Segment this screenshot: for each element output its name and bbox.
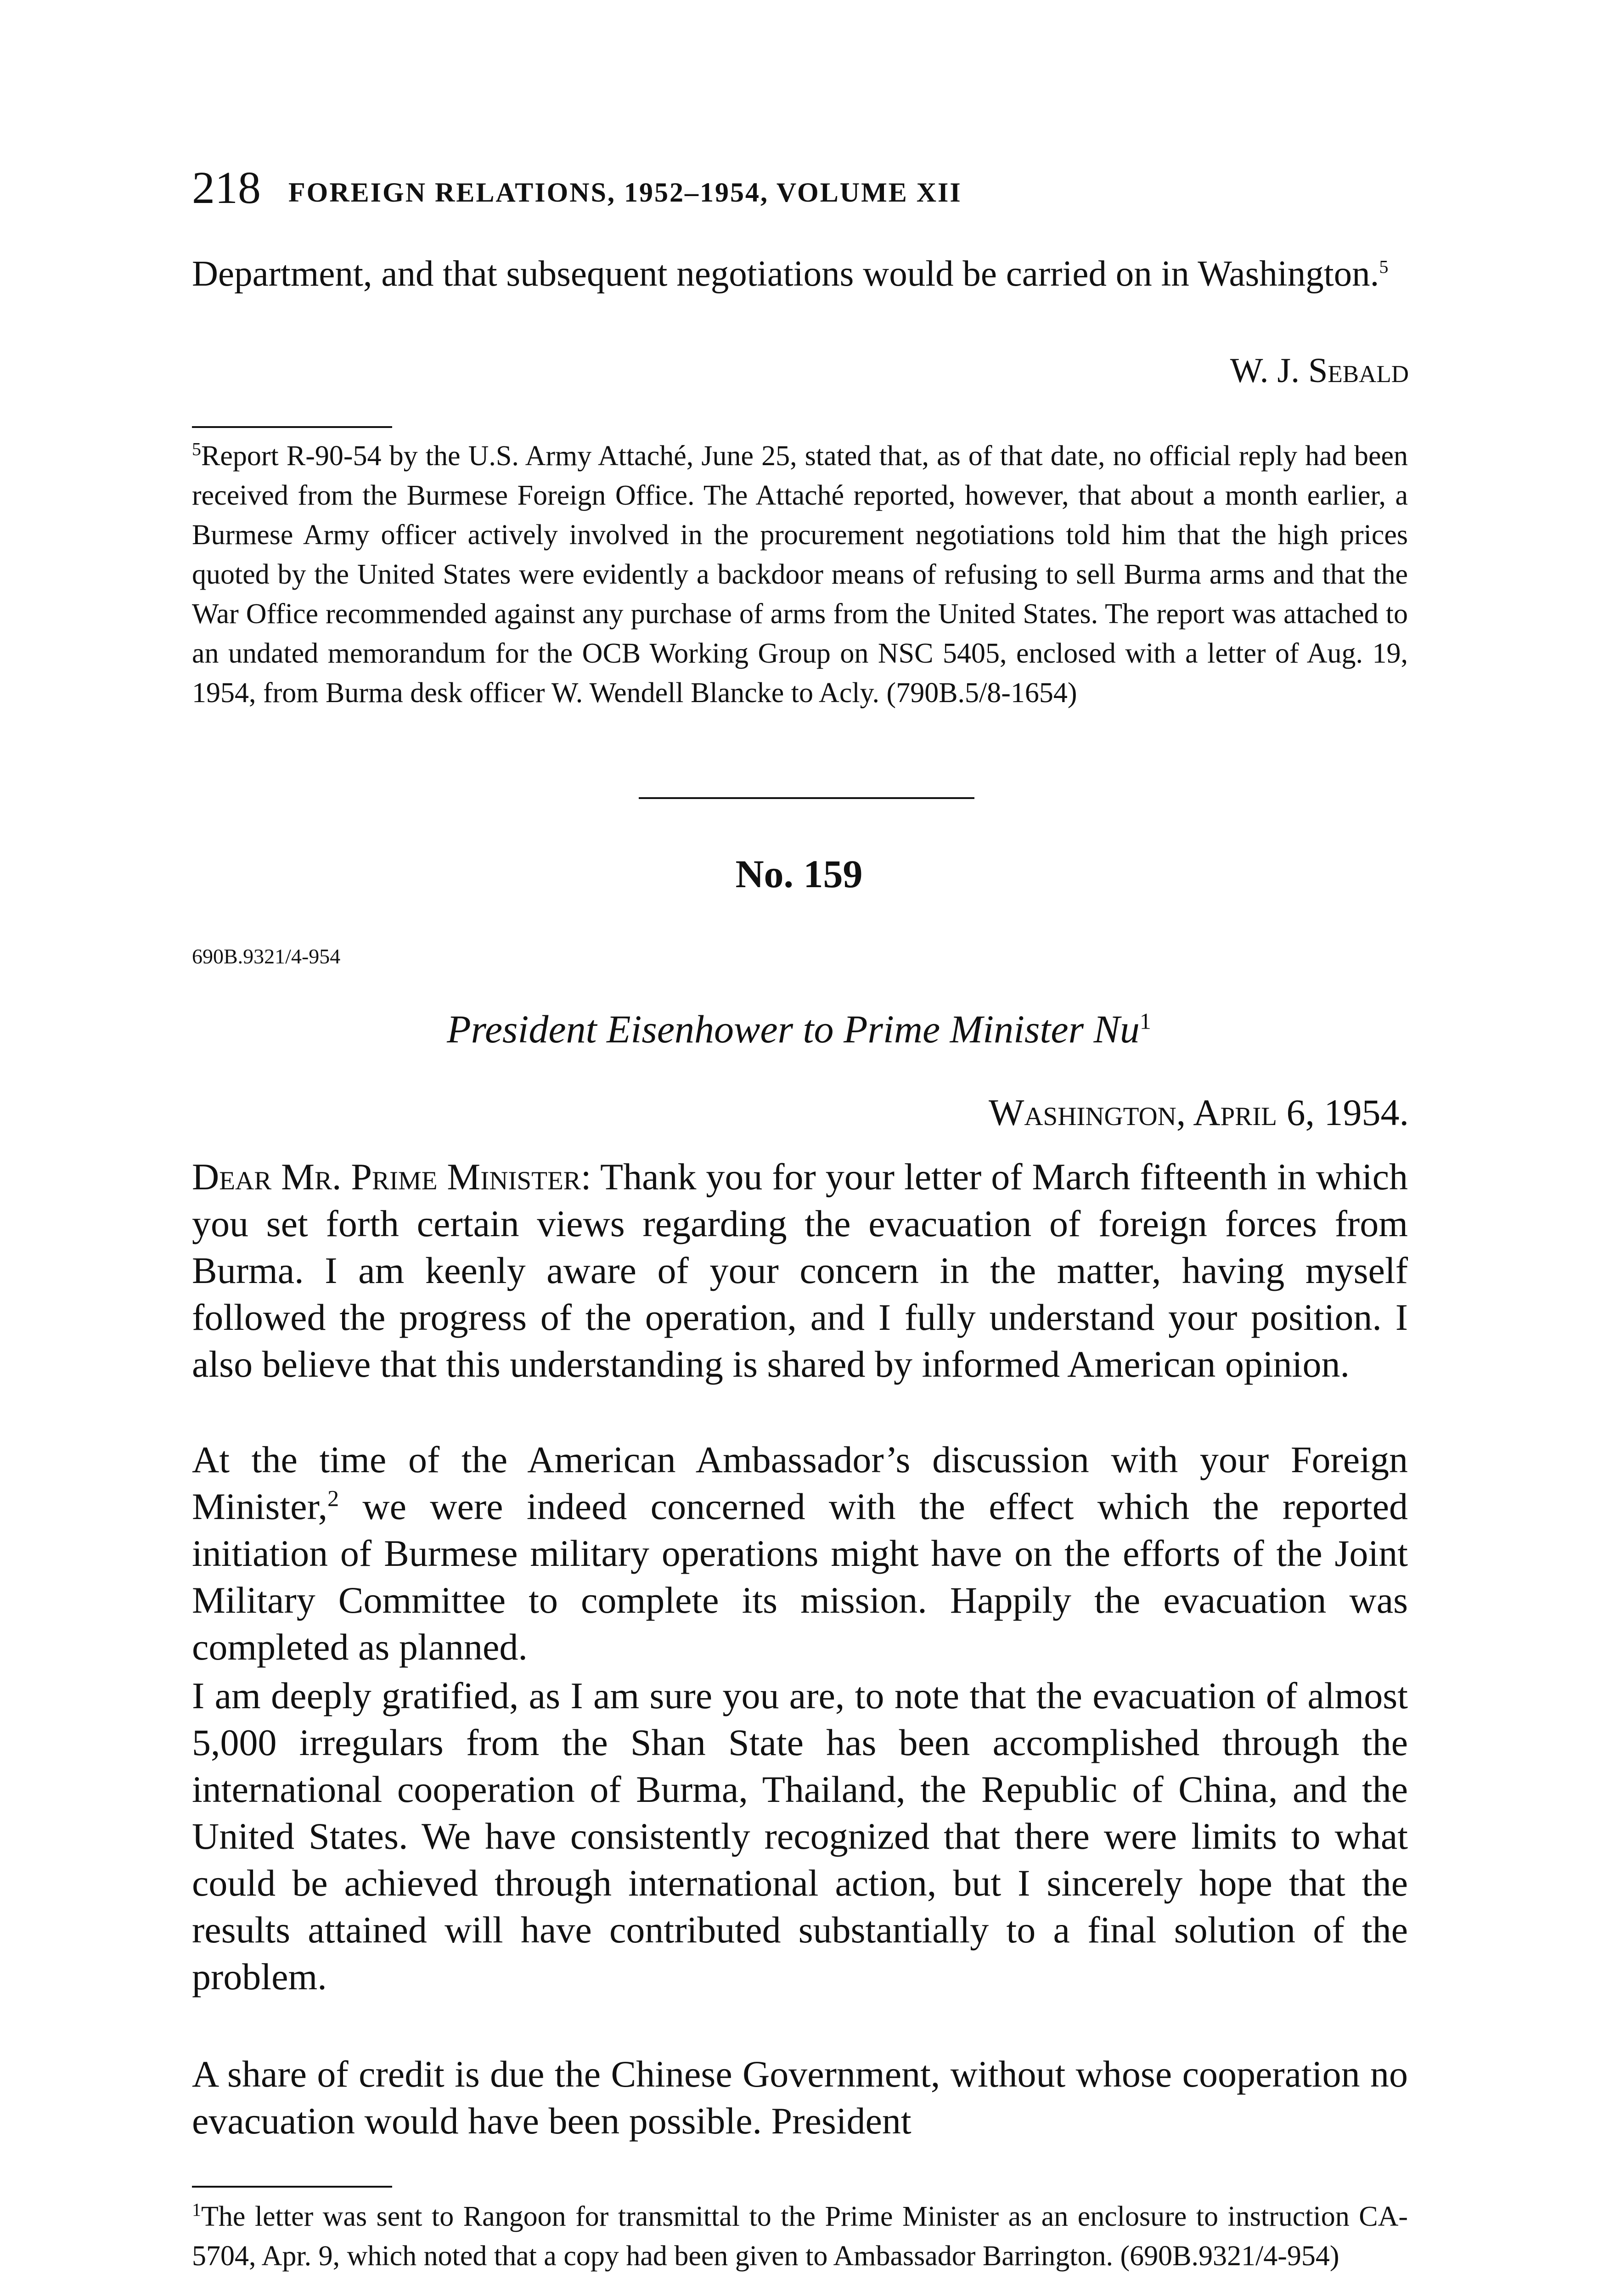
page-number: 218 bbox=[192, 162, 261, 213]
footnote-5-marker: 5 bbox=[192, 439, 201, 460]
footnote-1-text: The letter was sent to Rangoon for transmittal to the Prime Minister as an enclosure to instruction CA-5704, Apr. 9, which noted that a copy had been given to Ambassador Barrington. (690B.9321/4-954) bbox=[192, 2201, 1408, 2272]
continuation-text: Department, and that subsequent negotiations would be carried on in Washington. bbox=[192, 254, 1379, 294]
footnote-1-marker: 1 bbox=[192, 2199, 201, 2220]
paragraph-2-text-before: At the time of the American Ambassador’s discussion with your Foreign Minister, bbox=[192, 1439, 1408, 1527]
paragraph-1-text: Thank you for your letter of March fifteenth in which you set forth certain views regarding the evacuation of foreign forces from Burma. I am keenly aware of your concern in the matter, having myself followed the progress of the operation, and I fully understand your position. I also believe that this understanding is shared by informed American opinion. bbox=[192, 1156, 1408, 1385]
document-title-text: President Eisenhower to Prime Minister Nu bbox=[447, 1007, 1140, 1051]
footnote-1 bbox=[192, 2197, 1408, 2276]
letter-paragraph-4 bbox=[192, 2051, 1408, 2144]
letter-paragraph-3 bbox=[192, 1672, 1408, 2000]
salutation: Dear Mr. Prime Minister: bbox=[192, 1156, 591, 1198]
signature: W. J. Sebald bbox=[1230, 351, 1409, 390]
letter-paragraph-1 bbox=[192, 1154, 1408, 1388]
continuation-paragraph bbox=[192, 251, 1408, 298]
footnote-5-text: Report R-90-54 by the U.S. Army Attaché, June 25, stated that, as of that date, no official reply had been received from the Burmese Foreign Office. The Attaché reported, however, that about a month earlier, a Burmese Army officer actively involved in the procurement negotiations told him that the high prices quoted by the United States were evidently a backdoor means of refusing to sell Burma arms and that the War Office recommended against any purchase of arms from the United States. The report was attached to an undated memorandum for the OCB Working Group on NSC 5405, enclosed with a letter of Aug. 19, 1954, from Burma desk officer W. Wendell Blancke to Acly. (790B.5/8-1654) bbox=[192, 440, 1408, 709]
footnote-ref-5: 5 bbox=[1379, 256, 1389, 277]
footnote-rule-bottom bbox=[192, 2186, 392, 2188]
section-divider bbox=[639, 797, 974, 799]
footnote-5 bbox=[192, 436, 1408, 713]
footnote-rule-top bbox=[192, 426, 392, 428]
paragraph-4-text: A share of credit is due the Chinese Government, without whose cooperation no evacuation would have been possible. President bbox=[192, 2053, 1408, 2142]
file-reference: 690B.9321/4-954 bbox=[192, 945, 341, 968]
paragraph-2-text-after: we were indeed concerned with the effect which the reported initiation of Burmese military operations might have on the efforts of the Joint Military Committee to complete its mission. Happily the evacuation was completed as planned. bbox=[192, 1486, 1408, 1668]
document-title bbox=[0, 1004, 1598, 1054]
paragraph-3-text: I am deeply gratified, as I am sure you are, to note that the evacuation of almost 5,000 irregulars from the Shan State has been accomplished through the international cooperation of Burma, Thailand, the Republic of China, and the United States. We have consistently recognized that there were limits to what could be achieved through international action, but I sincerely hope that the results attained will have contributed substantially to a final solution of the problem. bbox=[192, 1675, 1408, 1998]
document-number: No. 159 bbox=[735, 852, 863, 896]
title-footnote-ref: 1 bbox=[1139, 1008, 1151, 1034]
letter-paragraph-2 bbox=[192, 1436, 1408, 1671]
paragraph-2-footnote-ref: 2 bbox=[327, 1485, 339, 1511]
running-title: FOREIGN RELATIONS, 1952–1954, VOLUME XII bbox=[288, 177, 962, 208]
dateline: Washington, April 6, 1954. bbox=[988, 1092, 1409, 1133]
